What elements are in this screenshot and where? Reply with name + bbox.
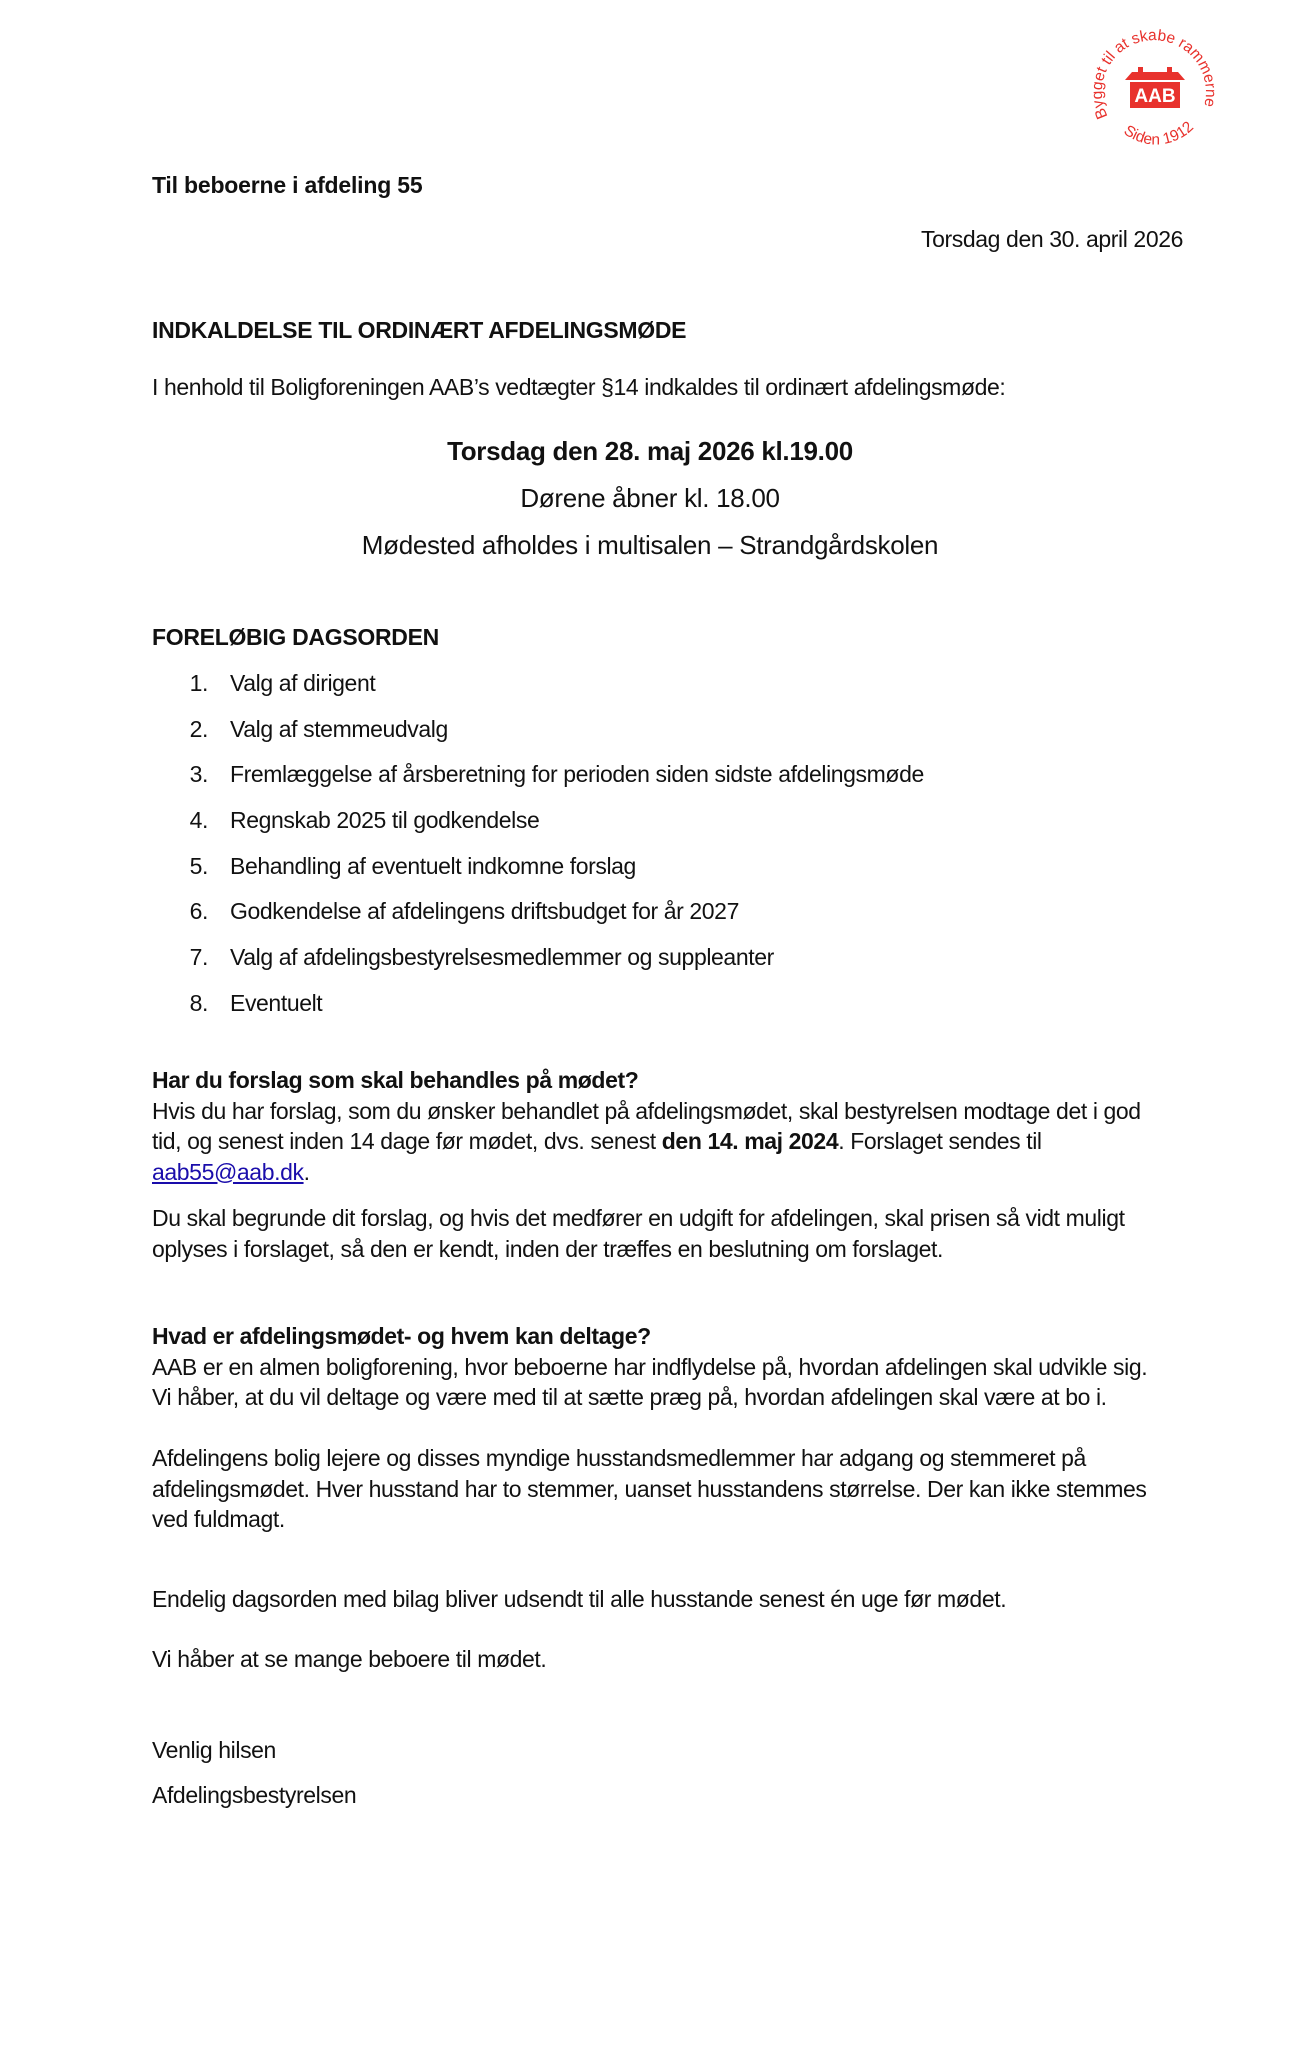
agenda-item bbox=[152, 670, 924, 716]
agenda-item-number: 7. bbox=[189, 944, 208, 971]
proposals-title: Har du forslag som skal behandles på mødet? bbox=[152, 1067, 639, 1093]
recipient-line: Til beboerne i afdeling 55 bbox=[152, 172, 423, 198]
agenda-item-number: 1. bbox=[189, 670, 208, 696]
meeting-datetime: Torsdag den 28. maj 2026 kl.19.00 bbox=[447, 436, 853, 466]
agenda-item-number: 8. bbox=[189, 989, 208, 1016]
agenda-item bbox=[152, 944, 924, 990]
agenda-item bbox=[152, 898, 924, 944]
agenda-item-text: Regnskab 2025 til godkendelse bbox=[230, 807, 540, 834]
final-agenda-note: Endelig dagsorden med bilag bliver udsendt til alle husstande senest én uge før mødet. bbox=[152, 1586, 1007, 1612]
agenda-item bbox=[152, 853, 924, 899]
email-link[interactable]: aab55@aab.dk bbox=[152, 1158, 304, 1185]
signature: Afdelingsbestyrelsen bbox=[152, 1782, 357, 1808]
proposal-deadline: den 14. maj 2024 bbox=[661, 1128, 839, 1154]
agenda-item bbox=[152, 807, 924, 853]
agenda-item-text: Godkendelse af afdelingens driftsbudget for år 2027 bbox=[230, 898, 739, 925]
logo-roof bbox=[1125, 72, 1185, 80]
agenda-list bbox=[152, 670, 924, 1036]
agenda-item-number: 2. bbox=[189, 715, 208, 742]
agenda-item-text: Valg af afdelingsbestyrelsesmedlemmer og suppleanter bbox=[230, 944, 774, 971]
document-heading: INDKALDELSE TIL ORDINÆRT AFDELINGSMØDE bbox=[152, 317, 687, 343]
about-title: Hvad er afdelingsmødet- og hvem kan deltage? bbox=[152, 1323, 651, 1349]
aab-logo-icon bbox=[1080, 12, 1230, 162]
agenda-item bbox=[152, 990, 924, 1036]
proposals-text-part: . Forslaget sendes til bbox=[838, 1128, 1042, 1154]
agenda-item-text: Valg af stemmeudvalg bbox=[230, 715, 448, 742]
logo-ring-text-bottom: Siden 1912 bbox=[1120, 118, 1197, 149]
about-text: AAB er en almen boligforening, hvor beboerne har indflydelse på, hvordan afdelingen skal udvikle sig. Vi håber, at du vil deltage og være med til at sætte præg på, hvordan afdelingen skal være at bo i. bbox=[152, 1353, 1148, 1410]
agenda-item-text: Eventuelt bbox=[230, 989, 323, 1016]
agenda-item-text: Fremlæggelse af årsberetning for perioden siden sidste afdelingsmøde bbox=[230, 761, 924, 788]
about-section bbox=[152, 1321, 1162, 1413]
agenda-item bbox=[152, 716, 924, 762]
agenda-item-text: Valg af dirigent bbox=[230, 670, 376, 696]
voting-rights-text: Afdelingens bolig lejere og disses myndige husstandsmedlemmer har adgang og stemmeret på afdelingsmødet. Hver husstand har to stemmer, uanset husstandens størrelse. Der kan ikke stemmes ved fuldmagt. bbox=[152, 1445, 1147, 1532]
hope-note: Vi håber at se mange beboere til mødet. bbox=[152, 1646, 547, 1672]
proposals-text bbox=[152, 1096, 1162, 1188]
logo-brand-text: AAB bbox=[1134, 86, 1176, 107]
closing-greeting: Venlig hilsen bbox=[152, 1737, 276, 1763]
aab-logo bbox=[1080, 12, 1230, 162]
agenda-item bbox=[152, 761, 924, 807]
agenda-title: FORELØBIG DAGSORDEN bbox=[152, 624, 439, 650]
agenda-item-number: 5. bbox=[189, 852, 208, 879]
letter-date: Torsdag den 30. april 2026 bbox=[921, 226, 1183, 252]
meeting-venue: Mødested afholdes i multisalen – Strandgårdskolen bbox=[361, 530, 939, 560]
agenda-item-number: 3. bbox=[189, 761, 208, 788]
doors-open-time: Dørene åbner kl. 18.00 bbox=[520, 483, 780, 513]
proposals-text-part: . bbox=[303, 1158, 310, 1185]
proposals-justification: Du skal begrunde dit forslag, og hvis det medfører en udgift for afdelingen, skal prisen så vidt muligt oplyses i forslaget, så den er kendt, inden der træffes en beslutning om forslaget. bbox=[152, 1205, 1125, 1262]
agenda-item-number: 4. bbox=[189, 807, 208, 834]
proposals-section bbox=[152, 1065, 1162, 1187]
proposals-text-part: Hvis du har forslag, som du ønsker behandlet på afdelingsmødet, skal bestyrelsen modtage det i god tid, og senest inden 14 dage før mødet, dvs. senest bbox=[152, 1097, 1141, 1154]
agenda-item-number: 6. bbox=[189, 898, 208, 925]
agenda-item-text: Behandling af eventuelt indkomne forslag bbox=[230, 852, 636, 879]
logo-ring-text-top: Bygget til at skabe rammerne bbox=[1088, 27, 1220, 122]
intro-text: I henhold til Boligforeningen AAB’s vedtægter §14 indkaldes til ordinært afdelingsmøde: bbox=[152, 374, 1006, 400]
